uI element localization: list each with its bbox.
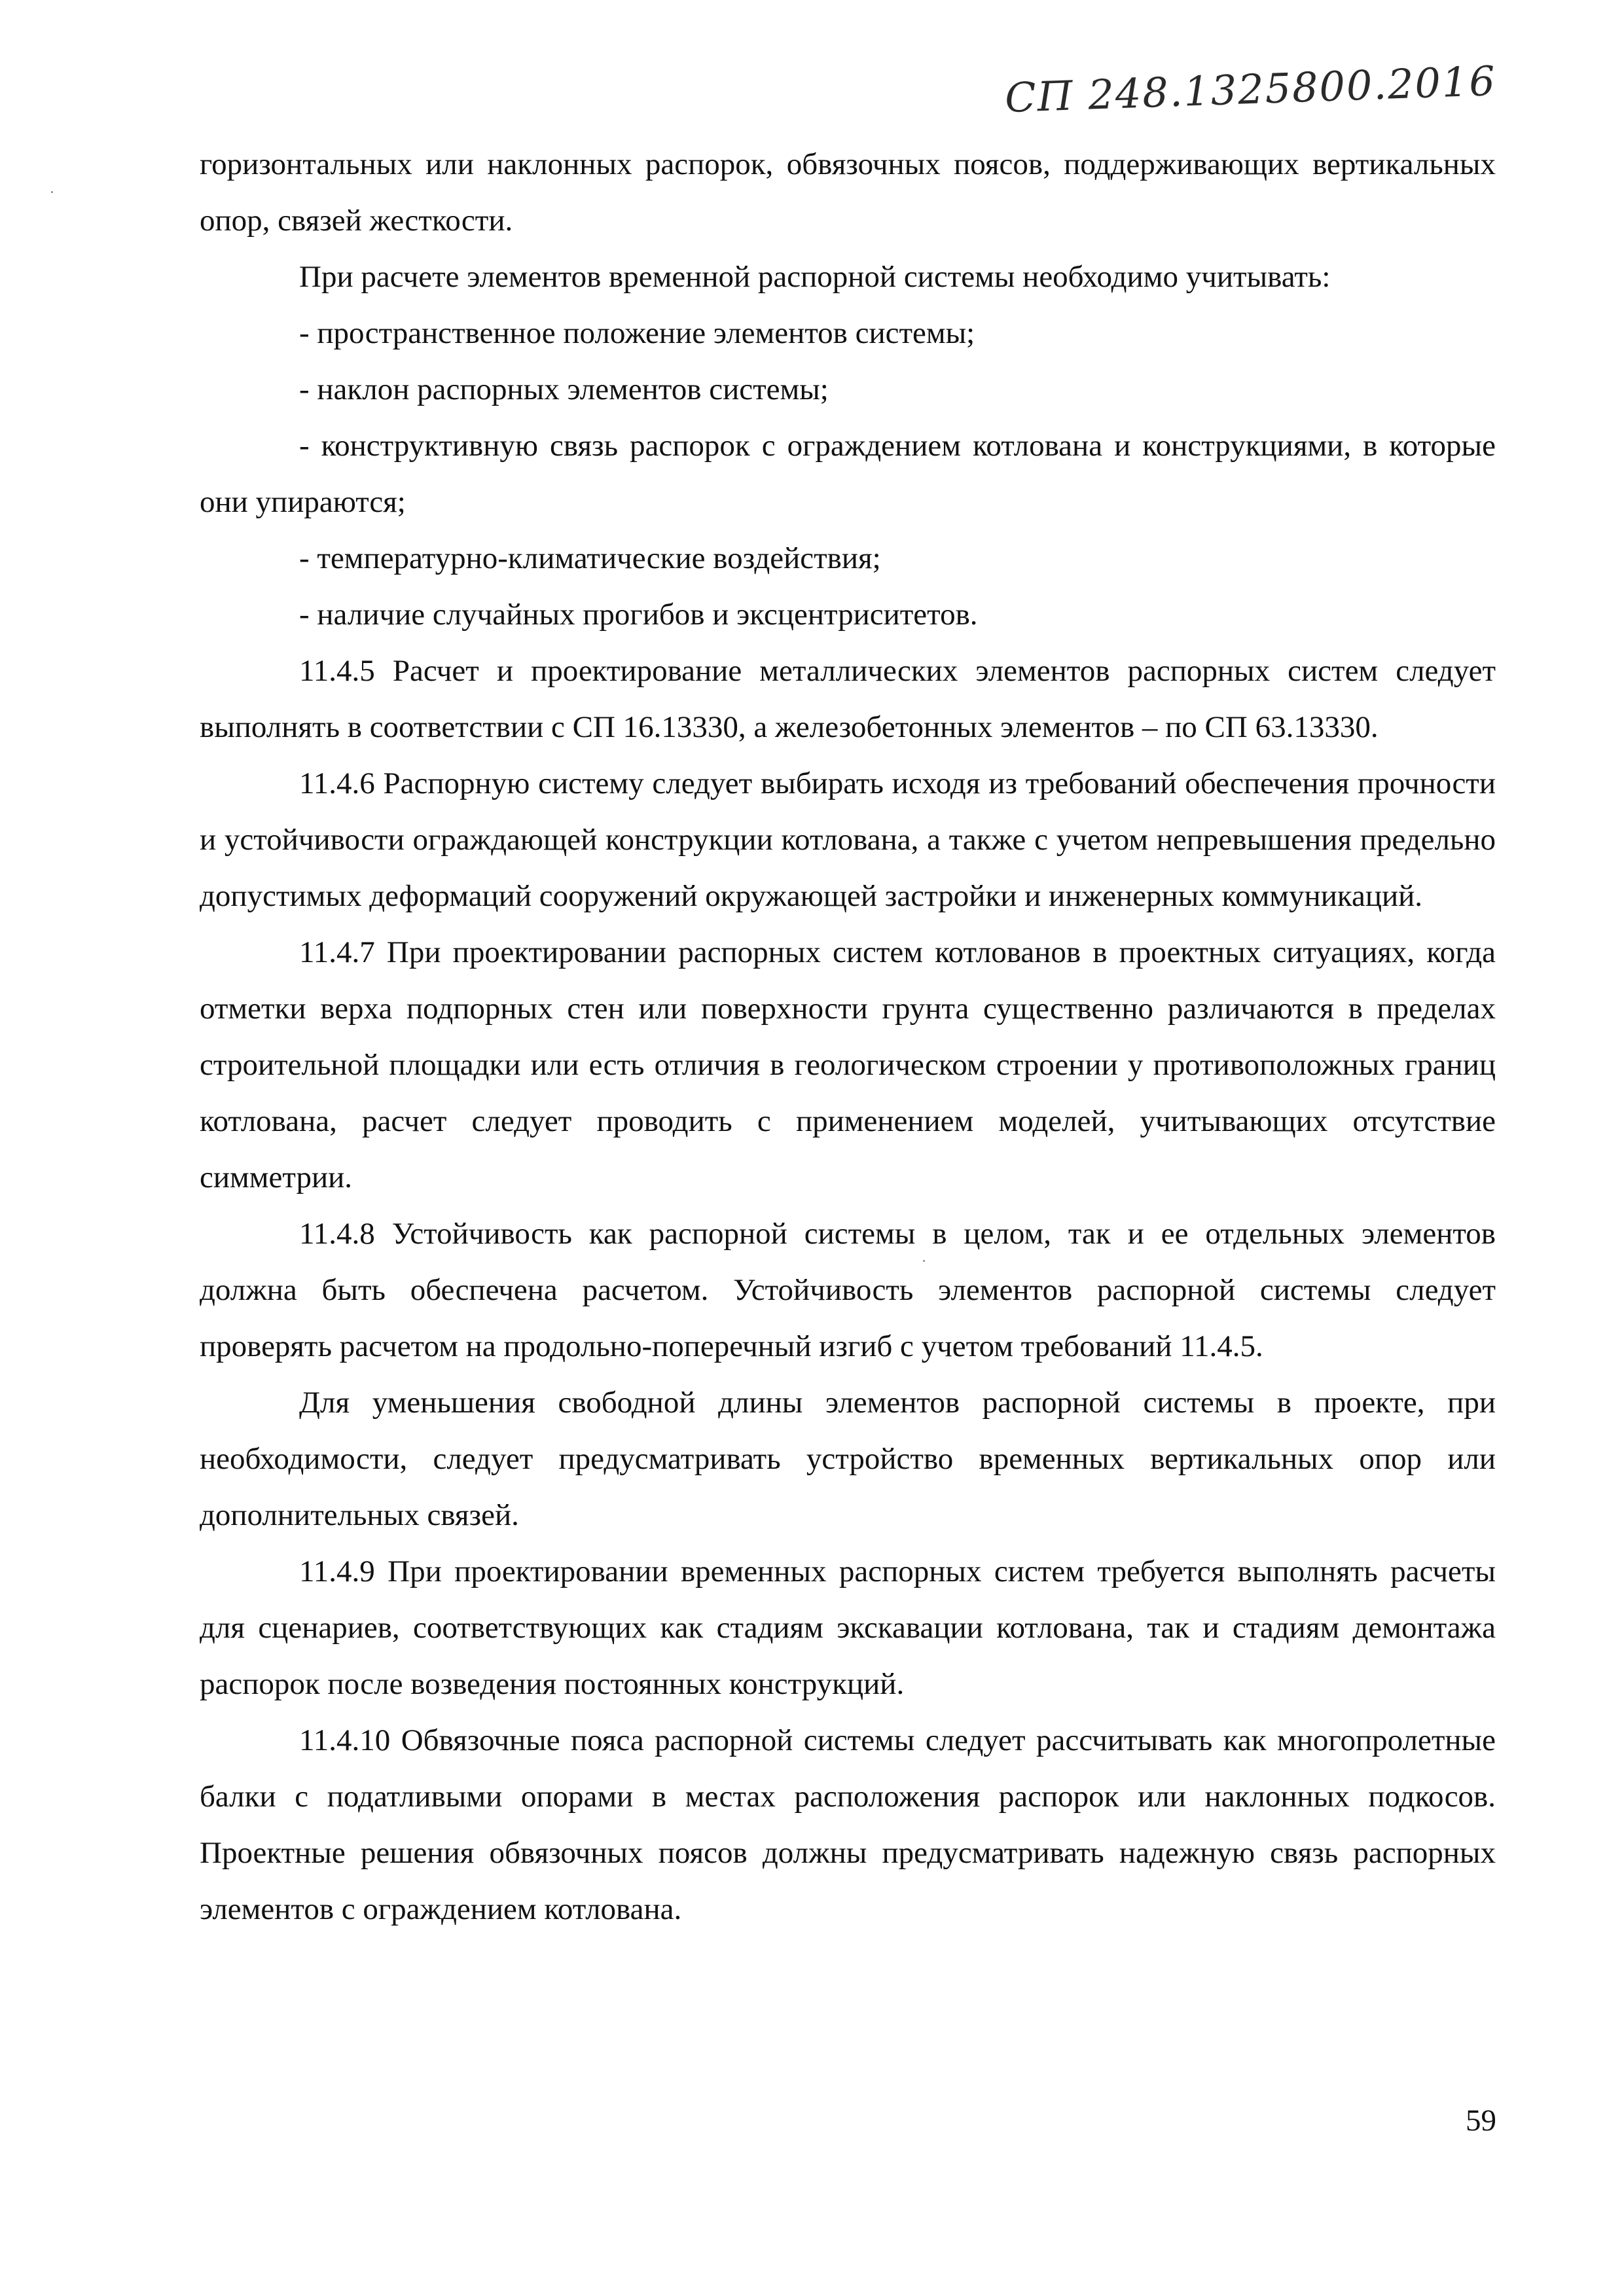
paragraph-continuation: горизонтальных или наклонных распорок, обвязочных поясов, поддерживающих вертикальных опор, связей жесткости. bbox=[200, 147, 1496, 238]
clause-11-4-10: 11.4.10 Обвязочные пояса распорной системы следует рассчитывать как многопролетные балки с податливыми опорами в местах расположения распорок или наклонных подкосов. Проектные решения обвязочных поясов должны предусматривать надежную связь распорных элементов с ограждением котлована. bbox=[200, 1723, 1496, 1926]
body-text bbox=[200, 136, 1496, 1937]
list-item: - конструктивную связь распорок с ограждением котлована и конструкциями, в которые они упираются; bbox=[200, 429, 1496, 519]
paragraph-free-length: Для уменьшения свободной длины элементов распорной системы в проекте, при необходимости, следует предусматривать устройство временных вертикальных опор или дополнительных связей. bbox=[200, 1386, 1496, 1532]
clause-11-4-6: 11.4.6 Распорную систему следует выбирать исходя из требований обеспечения прочности и устойчивости ограждающей конструкции котлована, а также с учетом непревышения предельно допустимых деформаций сооружений окружающей застройки и инженерных коммуникаций. bbox=[200, 766, 1496, 913]
clause-11-4-8: 11.4.8 Устойчивость как распорной системы в целом, так и ее отдельных элементов должна быть обеспечена расчетом. Устойчивость элементов распорной системы следует проверять расчетом на продольно-поперечный изгиб с учетом требований 11.4.5. bbox=[200, 1217, 1496, 1363]
clause-11-4-7: 11.4.7 При проектировании распорных систем котлованов в проектных ситуациях, когда отметки верха подпорных стен или поверхности грунта существенно различаются в пределах строительной площадки или есть отличия в геологическом строении у противоположных границ котлована, расчет следует проводить с применением моделей, учитывающих отсутствие симметрии. bbox=[200, 935, 1496, 1194]
page-number: 59 bbox=[1466, 2104, 1496, 2138]
list-item: - температурно-климатические воздействия; bbox=[299, 541, 881, 575]
list-item: - наклон распорных элементов системы; bbox=[299, 372, 829, 406]
paragraph-list-intro: При расчете элементов временной распорной системы необходимо учитывать: bbox=[299, 260, 1331, 294]
clause-11-4-5: 11.4.5 Расчет и проектирование металлических элементов распорных систем следует выполнять в соответствии с СП 16.13330, а железобетонных элементов – по СП 63.13330. bbox=[200, 654, 1496, 744]
handwritten-doc-code: СП 248.1325800.2016 bbox=[1004, 56, 1498, 122]
clause-11-4-9: 11.4.9 При проектировании временных распорных систем требуется выполнять расчеты для сценариев, соответствующих как стадиям экскавации котлована, так и стадиям демонтажа распорок после возведения постоянных конструкций. bbox=[200, 1554, 1496, 1701]
scan-artifact-dot bbox=[51, 191, 53, 193]
list-item: - наличие случайных прогибов и эксцентриситетов. bbox=[299, 598, 978, 632]
list-item: - пространственное положение элементов системы; bbox=[299, 316, 975, 350]
